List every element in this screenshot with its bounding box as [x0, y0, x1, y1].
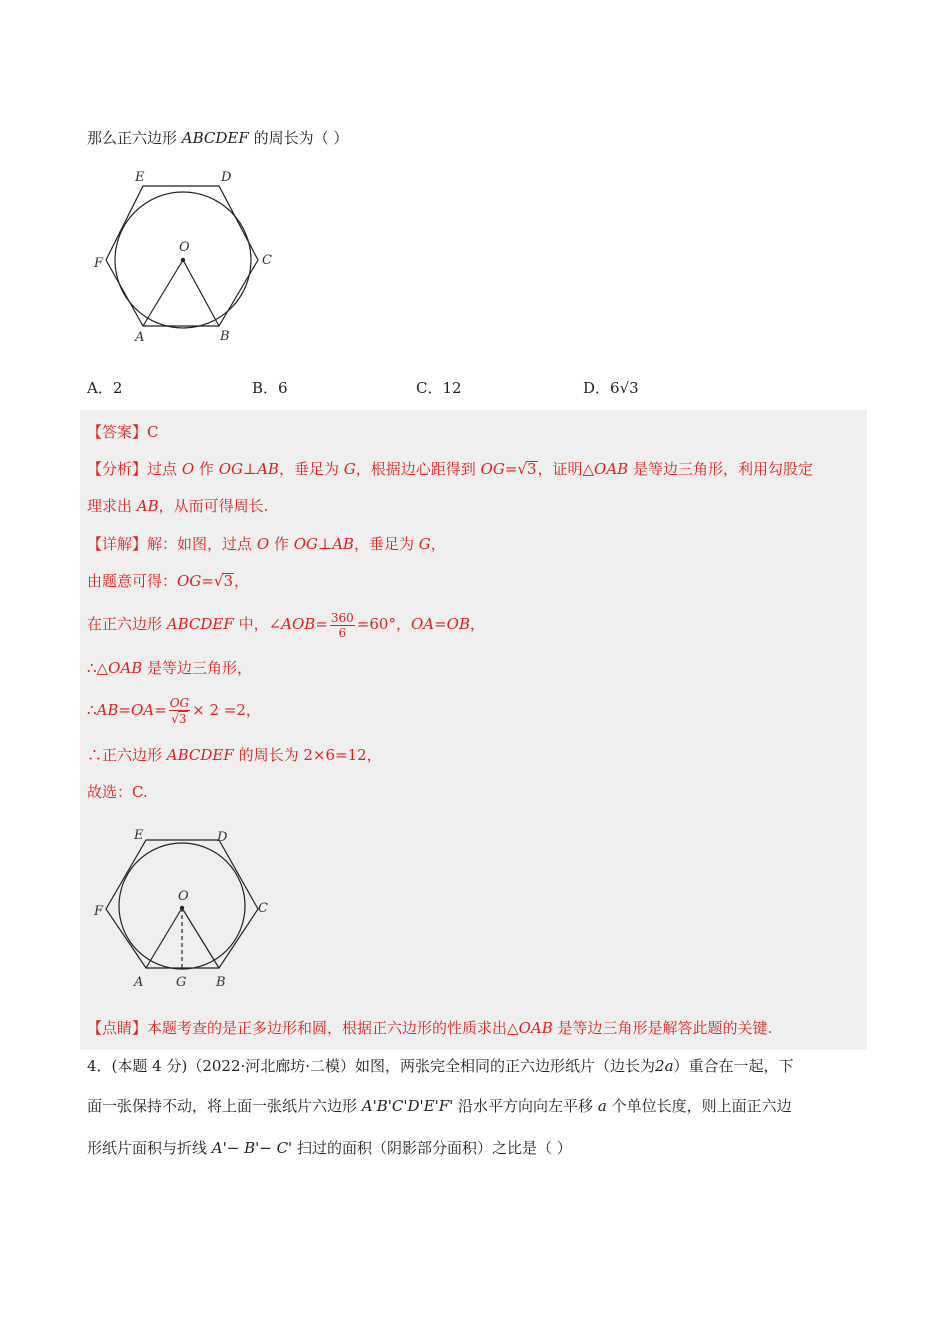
- segment-oa: [143, 260, 183, 326]
- label-d: D: [221, 170, 232, 185]
- hexagon-outline: [106, 840, 258, 968]
- hexagon-outline: [106, 186, 258, 326]
- question-text: 那么正六边形: [87, 129, 178, 147]
- analysis-line-2: 理求出 AB，从而可得周长.: [87, 497, 269, 515]
- option-c[interactable]: C．12: [416, 379, 462, 397]
- detail-line-5: ∴AB=OA= $\frac{OG}{√3}$ × 2 =2，: [87, 695, 261, 726]
- hexagon-figure-2: [90, 822, 290, 1002]
- fraction-og-sqrt3: $\frac{OG}{√3}$: [169, 695, 190, 726]
- detail-line-4: ∴△OAB 是等边三角形，: [87, 659, 253, 677]
- question-text: 的周长为（ ）: [253, 129, 349, 147]
- question4-line-2: 面一张保持不动，将上面一张纸片六边形 A'B'C'D'E'F' 沿水平方向向左平移 a 个单位长度，则上面正六边: [87, 1097, 792, 1115]
- option-d[interactable]: D．6√3: [583, 379, 639, 397]
- label-c: C: [258, 901, 268, 916]
- label-b: B: [216, 975, 226, 990]
- option-b[interactable]: B．6: [252, 379, 288, 397]
- label-b: B: [220, 329, 230, 344]
- label-e: E: [135, 170, 145, 185]
- detail-line-1: 【详解】解：如图，过点 O 作 OG⊥AB，垂足为 G，: [87, 535, 446, 553]
- center-point: [180, 906, 184, 910]
- label-a: A: [134, 975, 144, 990]
- hexagon-name: ABCDEF: [181, 129, 249, 147]
- segment-ob: [182, 908, 219, 968]
- answer-tag: 【答案】: [87, 423, 148, 441]
- label-g: G: [176, 975, 187, 990]
- fraction-360-6: $\frac{360}{6}$: [330, 610, 354, 640]
- segment-oa: [146, 908, 182, 968]
- label-f: F: [94, 256, 104, 271]
- analysis-line-1: 【分析】过点 O 作 OG⊥AB，垂足为 G，根据边心距得到 OG=√3，证明△OAB 是等边三角形，利用勾股定: [87, 460, 813, 478]
- label-o: O: [178, 889, 189, 904]
- label-f: F: [94, 904, 104, 919]
- label-o: O: [179, 240, 190, 255]
- detail-line-7: 故选：C.: [87, 783, 148, 801]
- label-e: E: [134, 828, 144, 843]
- answer-line: [87, 422, 159, 442]
- question4-line-3: 形纸片面积与折线 A'− B'− C' 扫过的面积（阴影部分面积）之比是（ ）: [87, 1139, 572, 1157]
- detail-line-6: ∴正六边形 ABCDEF 的周长为 2×6=12，: [87, 746, 382, 764]
- label-a: A: [135, 330, 145, 345]
- comment-line: 【点睛】本题考查的是正多边形和圆，根据正六边形的性质求出△OAB 是等边三角形是解答此题的关键.: [87, 1019, 773, 1037]
- question4-line-1: 4．(本题 4 分)（2022·河北廊坊·二模）如图，两张完全相同的正六边形纸片（边长为2a）重合在一起，下: [87, 1057, 794, 1075]
- answer-value: C: [147, 423, 159, 441]
- detail-line-2: 由题意可得：OG=√3，: [87, 572, 249, 590]
- hexagon-figure-1: [90, 170, 290, 350]
- label-d: D: [217, 830, 228, 845]
- segment-ob: [183, 260, 219, 326]
- detail-line-3: 在正六边形 ABCDEF 中，∠AOB= $\frac{360}{6}$ =60°，OA=OB，: [87, 610, 485, 640]
- center-point: [181, 258, 185, 262]
- option-a[interactable]: A．2: [87, 379, 123, 397]
- question-tail: [87, 128, 348, 148]
- label-c: C: [262, 253, 272, 268]
